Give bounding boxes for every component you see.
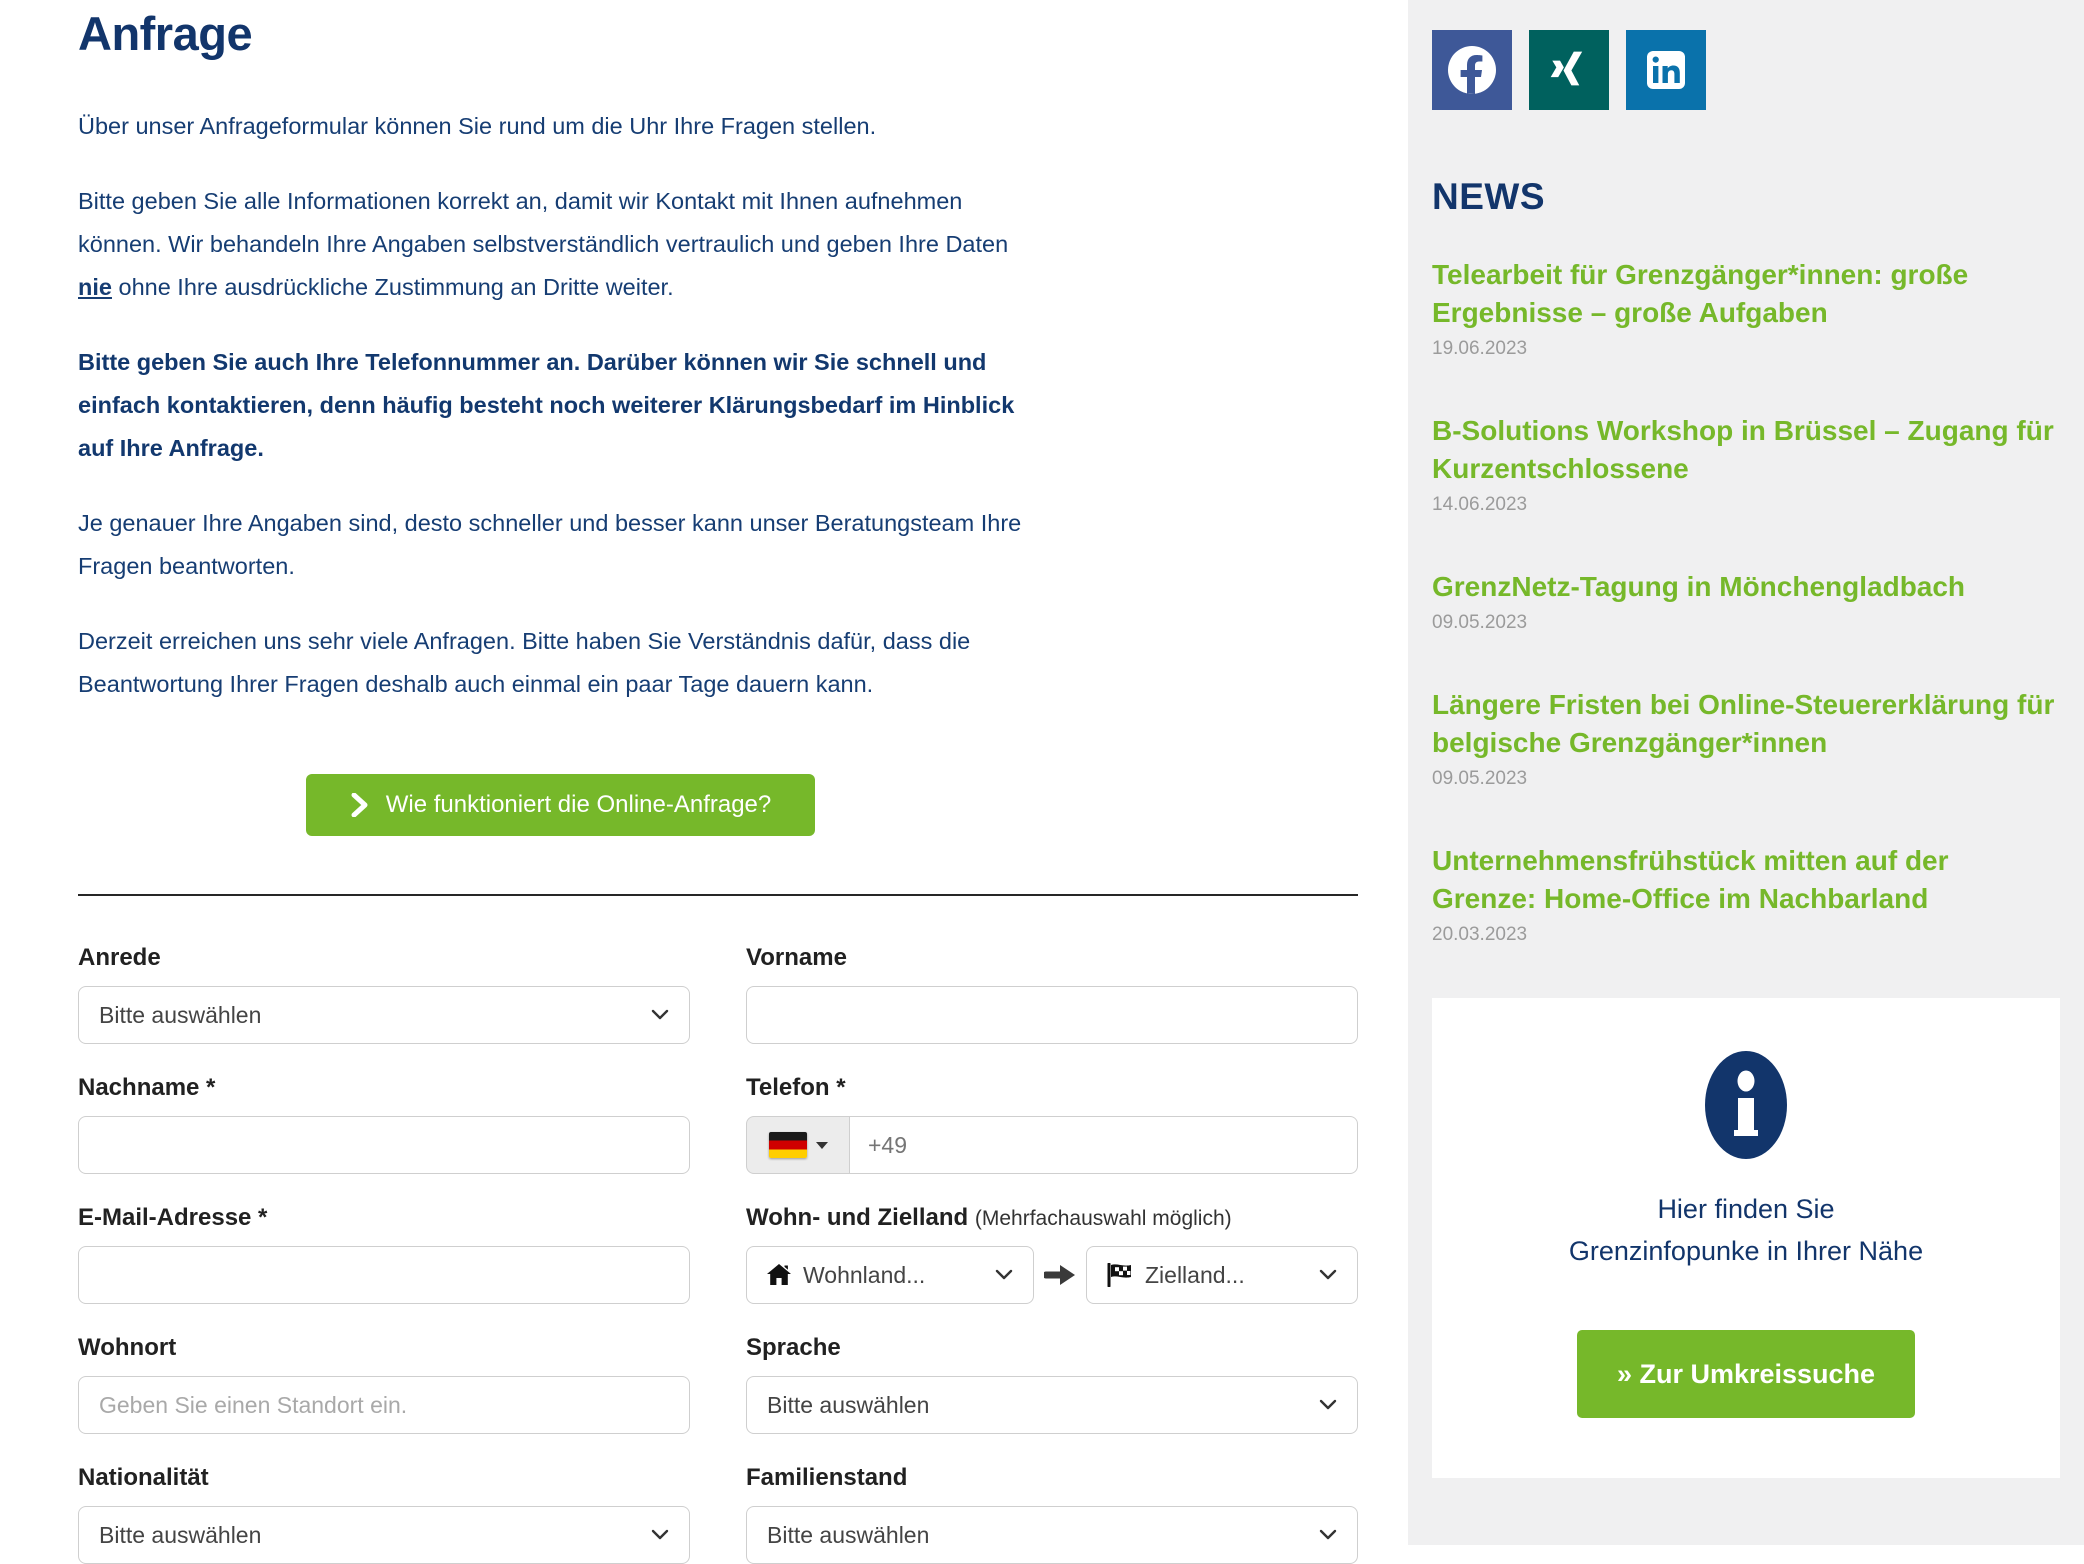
email-label: E-Mail-Adresse * xyxy=(78,1204,268,1231)
info-icon xyxy=(1704,1050,1788,1160)
telefon-input[interactable] xyxy=(850,1116,1358,1174)
news-link[interactable]: GrenzNetz-Tagung in Mönchengladbach xyxy=(1432,571,1966,602)
wohnland-selected-value: Wohnland... xyxy=(803,1261,926,1288)
field-sprache xyxy=(746,1334,1358,1434)
field-anrede xyxy=(78,944,690,1044)
intro-text xyxy=(78,105,1360,706)
sprache-select[interactable] xyxy=(746,1376,1358,1434)
wohnort-label: Wohnort xyxy=(78,1334,177,1361)
news-link[interactable]: Unternehmensfrühstück mitten auf der Grenze: Home-Office im Nachbarland xyxy=(1432,845,1949,914)
intro-paragraph-3: Bitte geben Sie auch Ihre Telefonnummer an. Darüber können wir Sie schnell und einfach kontaktieren, denn häufig besteht noch weiterer Klärungsbedarf im Hinblick auf Ihre Anfrage. xyxy=(78,349,1015,461)
anrede-selected-value: Bitte auswählen xyxy=(99,1001,262,1028)
nationalitaet-select[interactable] xyxy=(78,1506,690,1564)
nationalitaet-label: Nationalität xyxy=(78,1464,209,1491)
linkedin-button[interactable] xyxy=(1626,30,1706,110)
intro-paragraph-2 xyxy=(78,180,1043,309)
vorname-label: Vorname xyxy=(746,944,847,971)
intro-paragraph-2-after: ohne Ihre ausdrückliche Zustimmung an Dritte weiter. xyxy=(111,274,674,300)
sprache-label: Sprache xyxy=(746,1334,841,1361)
email-input[interactable] xyxy=(78,1246,690,1304)
social-links xyxy=(1432,30,2060,110)
infobox-text-line2: Grenzinfopunke in Ihrer Nähe xyxy=(1568,1236,1924,1266)
caret-down-icon xyxy=(816,1142,828,1149)
intro-paragraph-2-before: Bitte geben Sie alle Informationen korrekt an, damit wir Kontakt mit Ihnen aufnehmen können. Wir behandeln Ihre Angaben selbstverständlich vertraulich und geben Ihre Daten xyxy=(78,188,1009,257)
sidebar xyxy=(1408,0,2084,1545)
section-divider xyxy=(78,894,1358,896)
nachname-input[interactable] xyxy=(78,1116,690,1174)
how-it-works-button[interactable] xyxy=(306,774,816,836)
nationalitaet-selected-value: Bitte auswählen xyxy=(99,1521,262,1548)
field-telefon xyxy=(746,1074,1358,1174)
chevron-down-icon xyxy=(1319,1399,1337,1411)
home-icon xyxy=(767,1264,791,1286)
news-link[interactable]: B-Solutions Workshop in Brüssel – Zugang für Kurzentschlossene xyxy=(1432,415,2054,484)
news-item xyxy=(1432,256,2060,360)
news-item xyxy=(1432,568,2060,634)
field-wohnort xyxy=(78,1334,690,1434)
news-date: 19.06.2023 xyxy=(1432,338,1528,359)
finish-flag-icon xyxy=(1107,1263,1133,1287)
wohn-zielland-label xyxy=(746,1204,1358,1232)
xing-button[interactable] xyxy=(1529,30,1609,110)
field-nationalitaet xyxy=(78,1464,690,1564)
linkedin-icon xyxy=(1643,47,1689,93)
news-item xyxy=(1432,412,2060,516)
news-date: 09.05.2023 xyxy=(1432,612,1528,633)
chevron-down-icon xyxy=(995,1269,1013,1281)
field-nachname xyxy=(78,1074,690,1174)
familienstand-selected-value: Bitte auswählen xyxy=(767,1521,930,1548)
chevron-down-icon xyxy=(1319,1269,1337,1281)
zielland-select[interactable] xyxy=(1086,1246,1358,1304)
news-link[interactable]: Längere Fristen bei Online-Steuererklärung für belgische Grenzgänger*innen xyxy=(1432,689,2055,758)
wohnort-input[interactable] xyxy=(78,1376,690,1434)
news-link[interactable]: Telearbeit für Grenzgänger*innen: große Ergebnisse – große Aufgaben xyxy=(1432,259,1969,328)
news-date: 14.06.2023 xyxy=(1432,494,1528,515)
facebook-button[interactable] xyxy=(1432,30,1512,110)
field-familienstand xyxy=(746,1464,1358,1564)
xing-icon xyxy=(1547,48,1591,92)
intro-paragraph-4: Je genauer Ihre Angaben sind, desto schneller und besser kann unser Beratungsteam Ihre Fragen beantworten. xyxy=(78,510,1022,579)
facebook-icon xyxy=(1446,44,1498,96)
field-vorname xyxy=(746,944,1358,1044)
anrede-label: Anrede xyxy=(78,944,161,971)
how-it-works-label: Wie funktioniert die Online-Anfrage? xyxy=(385,791,772,818)
wohn-zielland-hint: (Mehrfachauswahl möglich) xyxy=(974,1207,1232,1230)
chevron-down-icon xyxy=(651,1009,669,1021)
country-code-dropdown[interactable] xyxy=(746,1116,850,1174)
field-email xyxy=(78,1204,690,1304)
umkreissuche-button[interactable]: » Zur Umkreissuche xyxy=(1577,1330,1915,1418)
germany-flag-icon xyxy=(769,1132,807,1158)
anrede-select[interactable] xyxy=(78,986,690,1044)
chevron-right-icon xyxy=(350,793,370,817)
zielland-selected-value: Zielland... xyxy=(1145,1261,1245,1288)
chevron-down-icon xyxy=(1319,1529,1337,1541)
nachname-label: Nachname * xyxy=(78,1074,216,1101)
news-heading: NEWS xyxy=(1432,176,1545,217)
page-title: Anfrage xyxy=(78,7,253,60)
arrow-right-icon xyxy=(1044,1264,1076,1286)
wohn-zielland-label-text: Wohn- und Zielland xyxy=(746,1204,969,1231)
news-date: 09.05.2023 xyxy=(1432,768,1528,789)
news-item xyxy=(1432,686,2060,790)
vorname-input[interactable] xyxy=(746,986,1358,1044)
news-item xyxy=(1432,842,2060,946)
intro-paragraph-5: Derzeit erreichen uns sehr viele Anfragen. Bitte haben Sie Verständnis dafür, dass die Beantwortung Ihrer Fragen deshalb auch einmal ein paar Tage dauern kann. xyxy=(78,628,971,697)
wohnland-select[interactable] xyxy=(746,1246,1034,1304)
chevron-down-icon xyxy=(651,1529,669,1541)
intro-paragraph-1: Über unser Anfrageformular können Sie rund um die Uhr Ihre Fragen stellen. xyxy=(78,113,877,139)
news-date: 20.03.2023 xyxy=(1432,924,1528,945)
telefon-label: Telefon * xyxy=(746,1074,846,1101)
grenzinfopunkt-infobox xyxy=(1432,998,2060,1478)
infobox-text-line1: Hier finden Sie xyxy=(1657,1194,1835,1224)
familienstand-label: Familienstand xyxy=(746,1464,908,1491)
field-wohn-zielland xyxy=(746,1204,1358,1304)
inquiry-form xyxy=(78,944,1360,1564)
main-content xyxy=(78,0,1360,1564)
nie-emphasis: nie xyxy=(78,274,112,300)
sprache-selected-value: Bitte auswählen xyxy=(767,1391,930,1418)
familienstand-select[interactable] xyxy=(746,1506,1358,1564)
